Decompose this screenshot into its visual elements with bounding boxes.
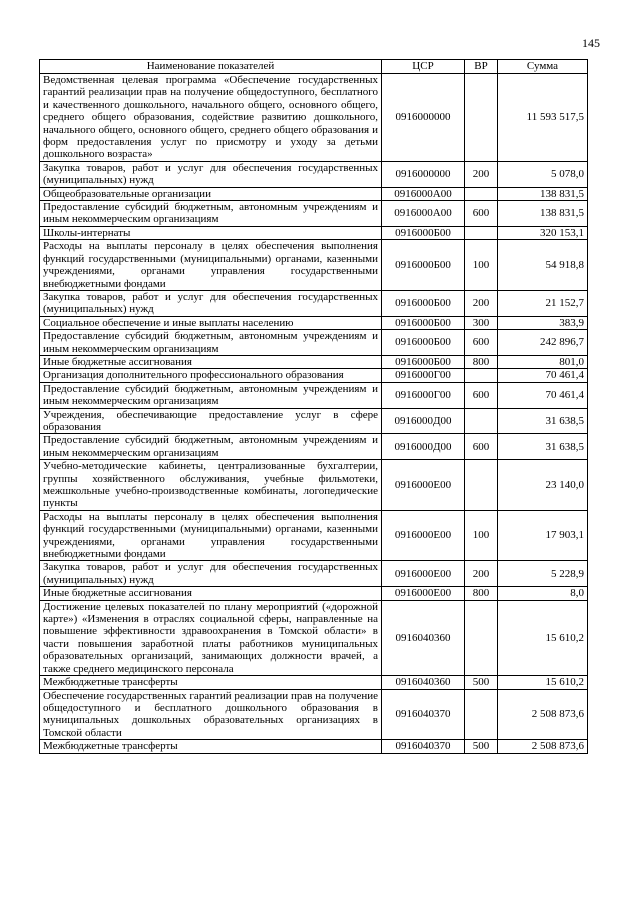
row-vr: 300 (465, 316, 498, 329)
row-csr: 0916000Е00 (382, 460, 465, 511)
row-sum: 138 831,5 (498, 201, 588, 227)
row-sum: 138 831,5 (498, 187, 588, 200)
table-row (40, 408, 588, 434)
row-name: Социальное обеспечение и иные выплаты населению (40, 316, 382, 329)
row-csr: 0916000000 (382, 74, 465, 162)
row-sum: 320 153,1 (498, 226, 588, 239)
row-vr (465, 689, 498, 740)
row-sum: 70 461,4 (498, 369, 588, 382)
table-row (40, 676, 588, 689)
row-name: Иные бюджетные ассигнования (40, 587, 382, 600)
row-name: Достижение целевых показателей по плану мероприятий («дорожной карте») «Изменения в отраслях социальной сферы, направленные на повышение эффективности здравоохранения в Томской области» в части повышения заработной платы работников муниципальных образовательных организаций, занимающих должности врачей, а также среднего медицинского персонала (40, 600, 382, 675)
table-row (40, 330, 588, 356)
row-vr (465, 600, 498, 675)
table-row (40, 240, 588, 291)
row-csr: 0916040360 (382, 676, 465, 689)
row-sum: 383,9 (498, 316, 588, 329)
table-row (40, 369, 588, 382)
table-row (40, 290, 588, 316)
row-sum: 21 152,7 (498, 290, 588, 316)
row-csr: 0916000Г00 (382, 382, 465, 408)
row-csr: 0916000Е00 (382, 510, 465, 561)
header-name: Наименование показателей (40, 60, 382, 74)
table-row (40, 382, 588, 408)
row-name: Расходы на выплаты персоналу в целях обеспечения выполнения функций государственными (муниципальными) органами, казенными учреждениями, органами управления государственными внебюджетными фондами (40, 510, 382, 561)
row-name: Закупка товаров, работ и услуг для обеспечения государственных (муниципальных) нужд (40, 161, 382, 187)
row-name: Обеспечение государственных гарантий реализации прав на получение общедоступного и бесплатного дошкольного образования в муниципальных дошкольных образовательных организациях в Томской области (40, 689, 382, 740)
row-vr (465, 460, 498, 511)
row-name: Межбюджетные трансферты (40, 740, 382, 753)
row-vr: 600 (465, 330, 498, 356)
row-vr (465, 74, 498, 162)
table-row (40, 587, 588, 600)
row-name: Расходы на выплаты персоналу в целях обеспечения выполнения функций государственными (муниципальными) органами, казенными учреждениями, органами управления государственными внебюджетными фондами (40, 240, 382, 291)
row-csr: 0916000Б00 (382, 355, 465, 368)
row-sum: 54 918,8 (498, 240, 588, 291)
row-csr: 0916000Б00 (382, 290, 465, 316)
row-vr: 500 (465, 676, 498, 689)
table-row (40, 561, 588, 587)
row-csr: 0916000А00 (382, 187, 465, 200)
table-row (40, 161, 588, 187)
row-vr: 200 (465, 290, 498, 316)
row-vr (465, 187, 498, 200)
row-name: Предоставление субсидий бюджетным, автономным учреждениям и иным некоммерческим организациям (40, 330, 382, 356)
row-vr: 200 (465, 161, 498, 187)
row-sum: 242 896,7 (498, 330, 588, 356)
row-csr: 0916000Б00 (382, 226, 465, 239)
row-name: Общеобразовательные организации (40, 187, 382, 200)
row-name: Иные бюджетные ассигнования (40, 355, 382, 368)
row-sum: 801,0 (498, 355, 588, 368)
row-csr: 0916000Б00 (382, 330, 465, 356)
row-sum: 2 508 873,6 (498, 740, 588, 753)
row-vr: 100 (465, 240, 498, 291)
row-vr: 200 (465, 561, 498, 587)
row-sum: 11 593 517,5 (498, 74, 588, 162)
row-name: Организация дополнительного профессионального образования (40, 369, 382, 382)
row-vr: 500 (465, 740, 498, 753)
table-header-row (40, 60, 588, 74)
page-number: 145 (582, 36, 600, 50)
row-name: Закупка товаров, работ и услуг для обеспечения государственных (муниципальных) нужд (40, 290, 382, 316)
row-csr: 0916000А00 (382, 201, 465, 227)
row-sum: 5 078,0 (498, 161, 588, 187)
table-row (40, 201, 588, 227)
row-csr: 0916000Е00 (382, 561, 465, 587)
table-row (40, 510, 588, 561)
table-row (40, 187, 588, 200)
row-name: Предоставление субсидий бюджетным, автономным учреждениям и иным некоммерческим организациям (40, 201, 382, 227)
row-sum: 8,0 (498, 587, 588, 600)
row-name: Предоставление субсидий бюджетным, автономным учреждениям и иным некоммерческим организациям (40, 382, 382, 408)
row-csr: 0916000Е00 (382, 587, 465, 600)
row-sum: 23 140,0 (498, 460, 588, 511)
table-row (40, 355, 588, 368)
row-csr: 0916040370 (382, 740, 465, 753)
row-sum: 31 638,5 (498, 408, 588, 434)
table-row (40, 740, 588, 753)
row-vr: 800 (465, 355, 498, 368)
row-csr: 0916040360 (382, 600, 465, 675)
row-name: Закупка товаров, работ и услуг для обеспечения государственных (муниципальных) нужд (40, 561, 382, 587)
row-sum: 31 638,5 (498, 434, 588, 460)
row-csr: 0916000000 (382, 161, 465, 187)
row-vr (465, 369, 498, 382)
table-row (40, 460, 588, 511)
table-row (40, 316, 588, 329)
row-name: Ведомственная целевая программа «Обеспечение государственных гарантий реализации прав на получение общедоступного, бесплатного и качественного дошкольного, начального общего, основного общего, среднего общего образования, содействие развитию дошкольного, начального общего, основного общего, среднего общего образования и форм предоставления услуг по присмотру и уходу за детьми дошкольного возраста» (40, 74, 382, 162)
row-vr (465, 226, 498, 239)
row-name: Учебно-методические кабинеты, централизованные бухгалтерии, группы хозяйственного обслуживания, учебные фильмотеки, межшкольные учебно-производственные комбинаты, логопедические пункты (40, 460, 382, 511)
row-name: Школы-интернаты (40, 226, 382, 239)
row-name: Учреждения, обеспечивающие предоставление услуг в сфере образования (40, 408, 382, 434)
table-row (40, 434, 588, 460)
row-sum: 70 461,4 (498, 382, 588, 408)
row-vr: 600 (465, 382, 498, 408)
table-row (40, 600, 588, 675)
row-vr: 600 (465, 201, 498, 227)
row-csr: 0916000Д00 (382, 408, 465, 434)
row-vr: 600 (465, 434, 498, 460)
row-sum: 5 228,9 (498, 561, 588, 587)
row-vr: 800 (465, 587, 498, 600)
header-vr: ВР (465, 60, 498, 74)
row-csr: 0916000Б00 (382, 316, 465, 329)
header-sum: Сумма (498, 60, 588, 74)
row-vr (465, 408, 498, 434)
budget-table (39, 59, 588, 754)
header-csr: ЦСР (382, 60, 465, 74)
row-csr: 0916000Г00 (382, 369, 465, 382)
row-vr: 100 (465, 510, 498, 561)
row-name: Предоставление субсидий бюджетным, автономным учреждениям и иным некоммерческим организациям (40, 434, 382, 460)
row-sum: 15 610,2 (498, 600, 588, 675)
row-sum: 15 610,2 (498, 676, 588, 689)
row-csr: 0916040370 (382, 689, 465, 740)
row-csr: 0916000Б00 (382, 240, 465, 291)
row-sum: 2 508 873,6 (498, 689, 588, 740)
row-sum: 17 903,1 (498, 510, 588, 561)
table-row (40, 689, 588, 740)
table-row (40, 226, 588, 239)
row-csr: 0916000Д00 (382, 434, 465, 460)
row-name: Межбюджетные трансферты (40, 676, 382, 689)
table-row (40, 74, 588, 162)
